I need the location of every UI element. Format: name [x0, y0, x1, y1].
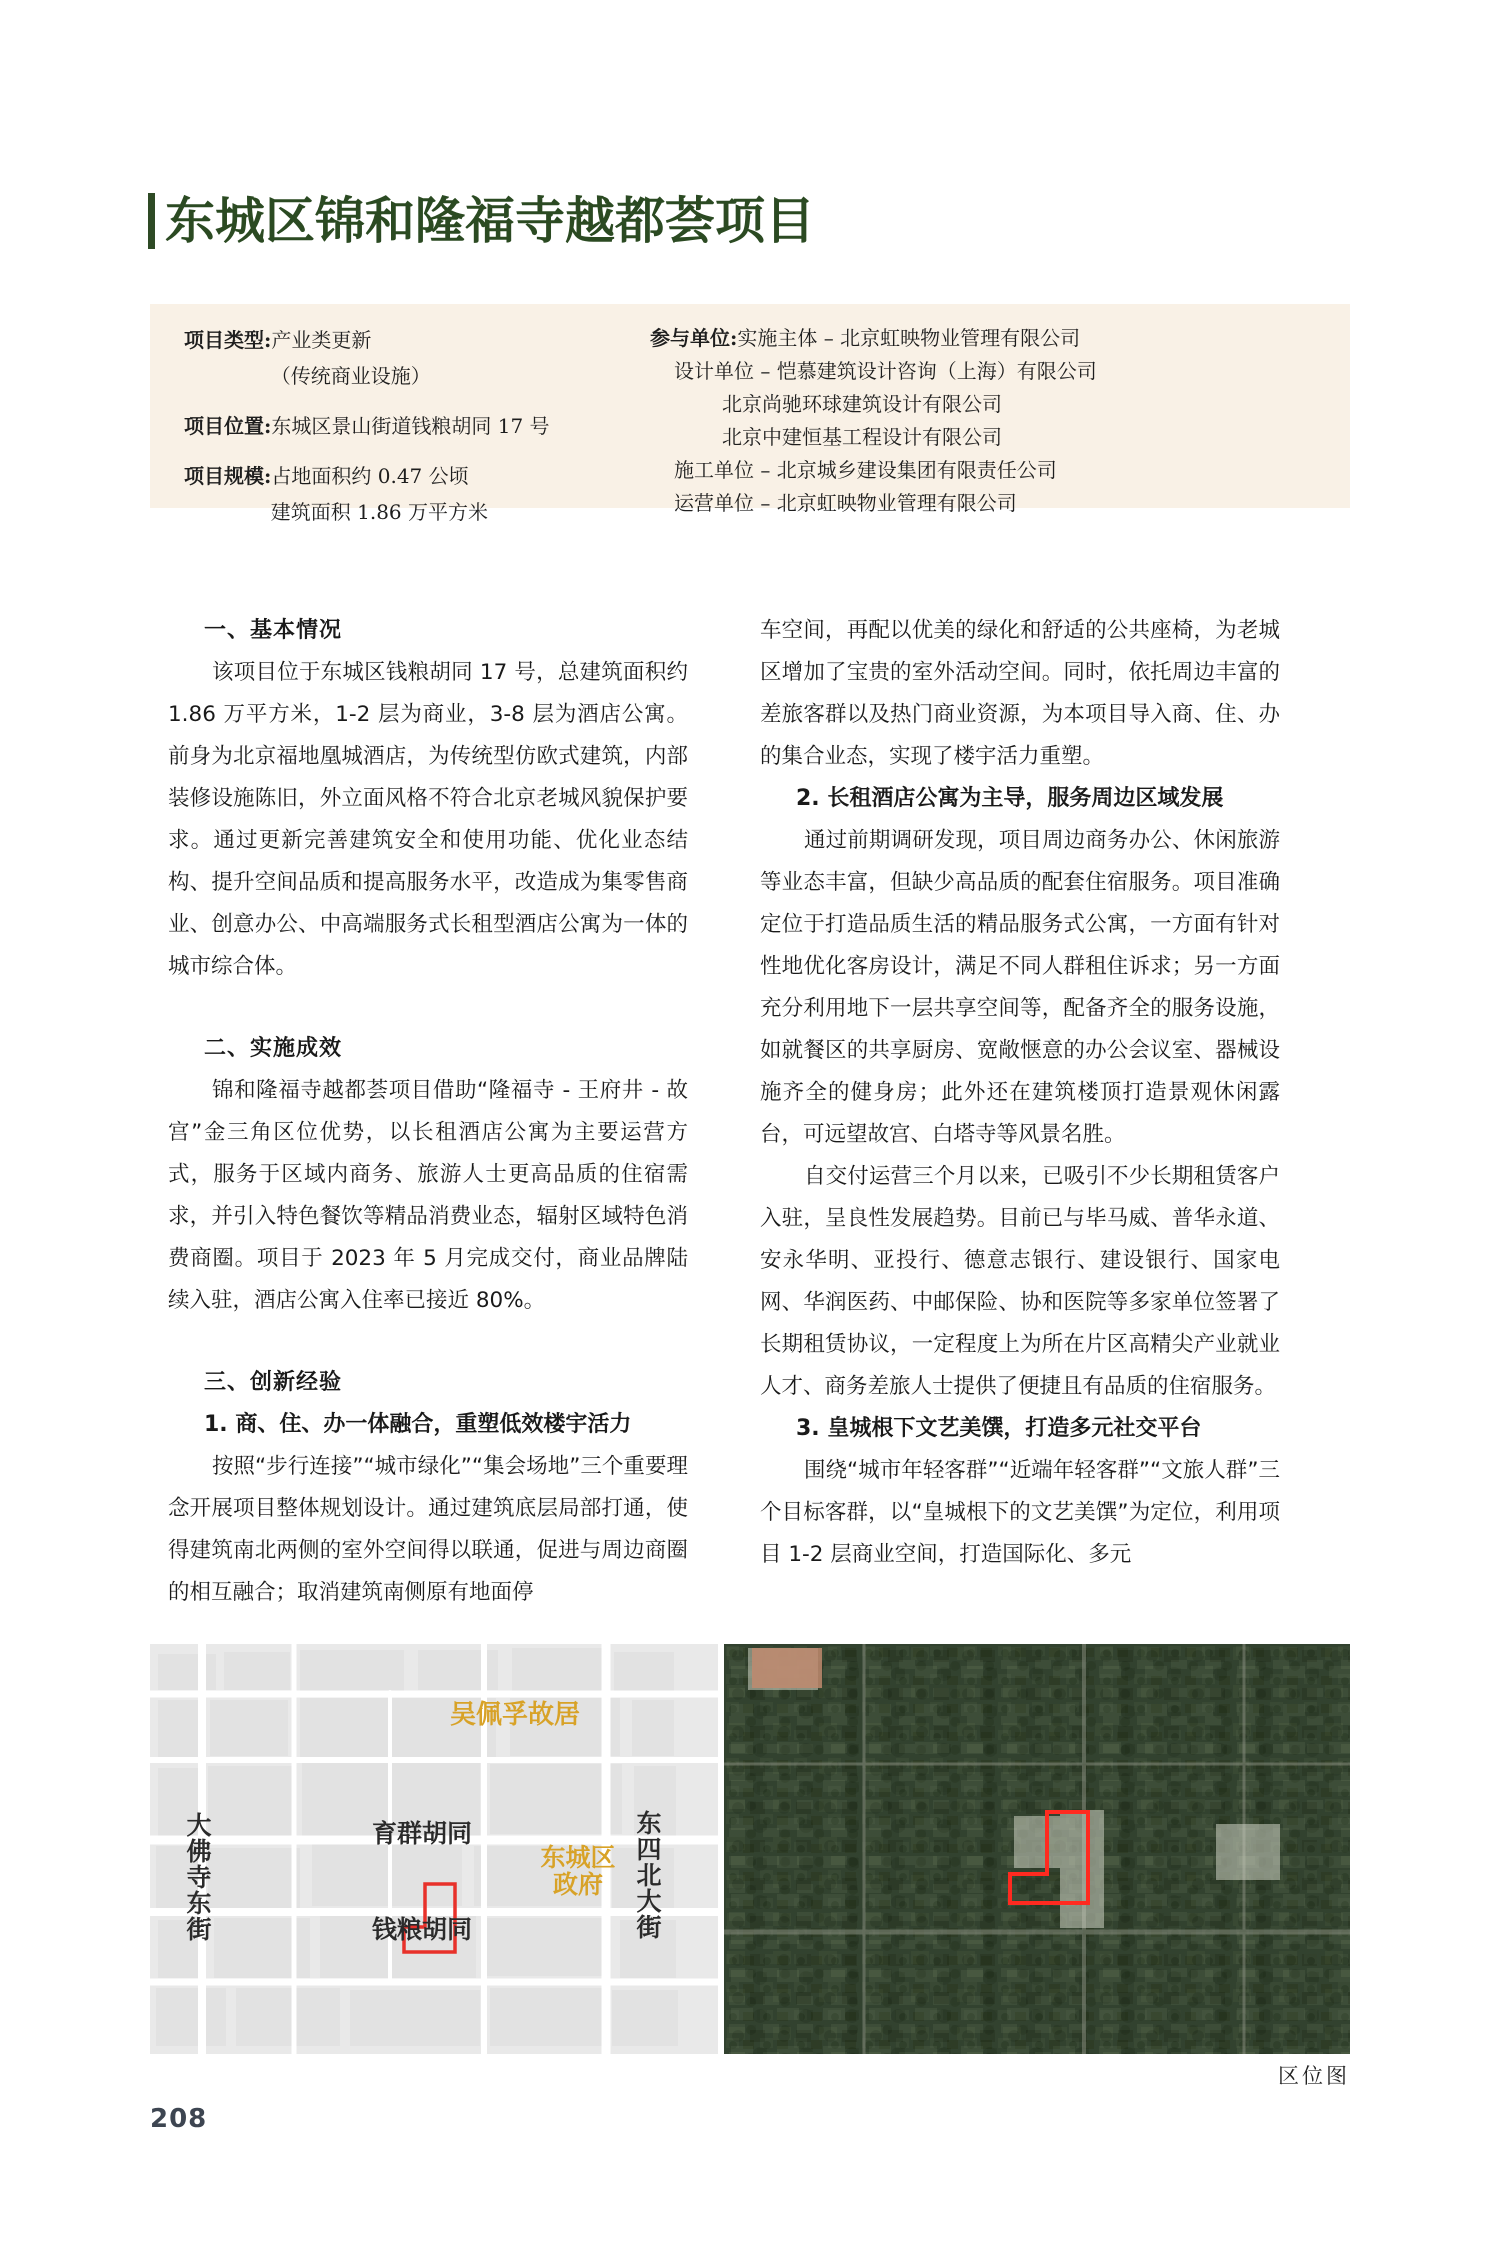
- spacer-2: [168, 1322, 688, 1362]
- spacer-1: [168, 988, 688, 1028]
- paragraph-subsection-1: 按照“步行连接”“城市绿化”“集会场地”三个重要理念开展项目整体规划设计。通过建筑底层局部打通，使得建筑南北两侧的室外空间得以联通，促进与周边商圈的相互融合；取消建筑南侧原有地面停: [168, 1454, 688, 1605]
- figure-caption: 区位图: [1278, 2064, 1350, 2088]
- heading-section-3: 三、创新经验: [204, 1370, 343, 1395]
- info-scale-value-2: 建筑面积 1.86 万平方米: [270, 500, 488, 524]
- info-row-type-2: [184, 358, 654, 394]
- info-location-label: 项目位置:: [184, 414, 272, 438]
- info-location-value: 东城区景山街道钱粮胡同 17 号: [271, 414, 550, 438]
- heading-subsection-2: 2. 长租酒店公寓为主导，服务周边区域发展: [796, 786, 1224, 811]
- body-left-column: [168, 610, 688, 1614]
- map-label-wupeifu: 吴佩孚故居: [450, 1700, 581, 1730]
- map-label-yuqun-hutong: 育群胡同: [372, 1819, 473, 1848]
- satellite-photo-figure: [724, 1644, 1350, 2054]
- info-units-value-0: 实施主体 – 北京虹映物业管理有限公司: [737, 326, 1081, 350]
- info-gap-1: [184, 394, 654, 408]
- info-row-units-4: [650, 454, 1310, 487]
- info-units-value-2: 北京尚驰环球建筑设计有限公司: [722, 392, 1002, 416]
- paragraph-subsection-3: 围绕“城市年轻客群”“近端年轻客群”“文旅人群”三个目标客群，以“皇城根下的文艺美馔”为定位，利用项目 1-2 层商业空间，打造国际化、多元: [760, 1458, 1280, 1567]
- info-gap-2: [184, 444, 654, 458]
- map-label-qianliang-hutong: 钱粮胡同: [372, 1915, 473, 1944]
- satellite-photo-graphic: [724, 1644, 1350, 2054]
- info-row-scale: [184, 458, 654, 494]
- map-label-dafosi-dongjie: 大佛寺东街: [183, 1812, 212, 1942]
- heading-subsection-1: 1. 商、住、办一体融合，重塑低效楼宇活力: [204, 1412, 632, 1437]
- title-accent-bar: [148, 193, 155, 249]
- info-left-group: [184, 322, 654, 530]
- paragraph-continuation: 车空间，再配以优美的绿化和舒适的公共座椅，为老城区增加了宝贵的室外活动空间。同时，依托周边丰富的差旅客群以及热门商业资源，为本项目导入商、住、办的集合业态，实现了楼宇活力重塑。: [760, 618, 1280, 769]
- project-info-box: [150, 304, 1350, 524]
- figure-row: [150, 1644, 1350, 2054]
- info-units-value-4: 施工单位 – 北京城乡建设集团有限责任公司: [674, 458, 1057, 482]
- info-units-label: 参与单位:: [650, 326, 738, 350]
- page-number: 208: [150, 2104, 208, 2134]
- info-type-label: 项目类型:: [184, 328, 272, 352]
- info-row-location: [184, 408, 654, 444]
- heading-subsection-3: 3. 皇城根下文艺美馔，打造多元社交平台: [796, 1416, 1202, 1441]
- map-label-dongsi-beidajie: 东四北大街: [633, 1810, 662, 1940]
- body-right-column: [760, 610, 1280, 1576]
- paragraph-subsection-2b: 自交付运营三个月以来，已吸引不少长期租赁客户入驻，呈良性发展趋势。目前已与毕马威、普华永道、安永华明、亚投行、德意志银行、建设银行、国家电网、华润医药、中邮保险、协和医院等多家单位签署了长期租赁协议，一定程度上为所在片区高精尖产业就业人才、商务差旅人士提供了便捷且有品质的住宿服务。: [760, 1164, 1280, 1399]
- page-title-text: 东城区锦和隆福寺越都荟项目: [165, 192, 815, 250]
- page-title: [148, 193, 815, 249]
- paragraph-subsection-2a: 通过前期调研发现，项目周边商务办公、休闲旅游等业态丰富，但缺少高品质的配套住宿服务。项目准确定位于打造品质生活的精品服务式公寓，一方面有针对性地优化客房设计，满足不同人群租住诉求；另一方面充分利用地下一层共享空间等，配备齐全的服务设施，如就餐区的共享厨房、宽敞惬意的办公会议室、器械设施齐全的健身房；此外还在建筑楼顶打造景观休闲露台，可远望故宫、白塔寺等风景名胜。: [760, 828, 1280, 1147]
- heading-section-2: 二、实施成效: [204, 1036, 343, 1061]
- info-units-value-1: 设计单位 – 恺慕建筑设计咨询（上海）有限公司: [674, 359, 1097, 383]
- info-row-type: [184, 322, 654, 358]
- info-units-value-3: 北京中建恒基工程设计有限公司: [722, 425, 1002, 449]
- info-type-value-2: （传统商业设施）: [270, 364, 431, 388]
- info-type-value: 产业类更新: [271, 328, 372, 352]
- paragraph-section-1: 该项目位于东城区钱粮胡同 17 号，总建筑面积约 1.86 万平方米，1-2 层为商业，3-8 层为酒店公寓。前身为北京福地凰城酒店，为传统型仿欧式建筑，内部装修设施陈旧，外立面风格不符合北京老城风貌保护要求。通过更新完善建筑安全和使用功能、优化业态结构、提升空间品质和提高服务水平，改造成为集零售商业、创意办公、中高端服务式长租型酒店公寓为一体的城市综合体。: [168, 660, 688, 979]
- info-row-units-3: [650, 421, 1310, 454]
- paragraph-section-2: 锦和隆福寺越都荟项目借助“隆福寺 - 王府井 - 故宫”金三角区位优势，以长租酒店公寓为主要运营方式，服务于区域内商务、旅游人士更高品质的住宿需求，并引入特色餐饮等精品消费业态，辐射区域特色消费商圈。项目于 2023 年 5 月完成交付，商业品牌陆续入驻，酒店公寓入住率已接近 80%。: [168, 1078, 688, 1313]
- heading-section-1: 一、基本情况: [204, 618, 343, 643]
- info-scale-value-1: 占地面积约 0.47 公顷: [271, 464, 469, 488]
- info-right-group: [650, 322, 1310, 520]
- info-row-units-5: [650, 487, 1310, 520]
- map-label-dongchengqu-zhengfu: 东城区政府: [540, 1843, 616, 1899]
- info-row-units-1: [650, 355, 1310, 388]
- info-units-value-5: 运营单位 – 北京虹映物业管理有限公司: [674, 491, 1017, 515]
- info-row-units-2: [650, 388, 1310, 421]
- info-row-units: [650, 322, 1310, 355]
- location-map-figure: [150, 1644, 718, 2054]
- info-row-scale-2: [184, 494, 654, 530]
- info-scale-label: 项目规模:: [184, 464, 272, 488]
